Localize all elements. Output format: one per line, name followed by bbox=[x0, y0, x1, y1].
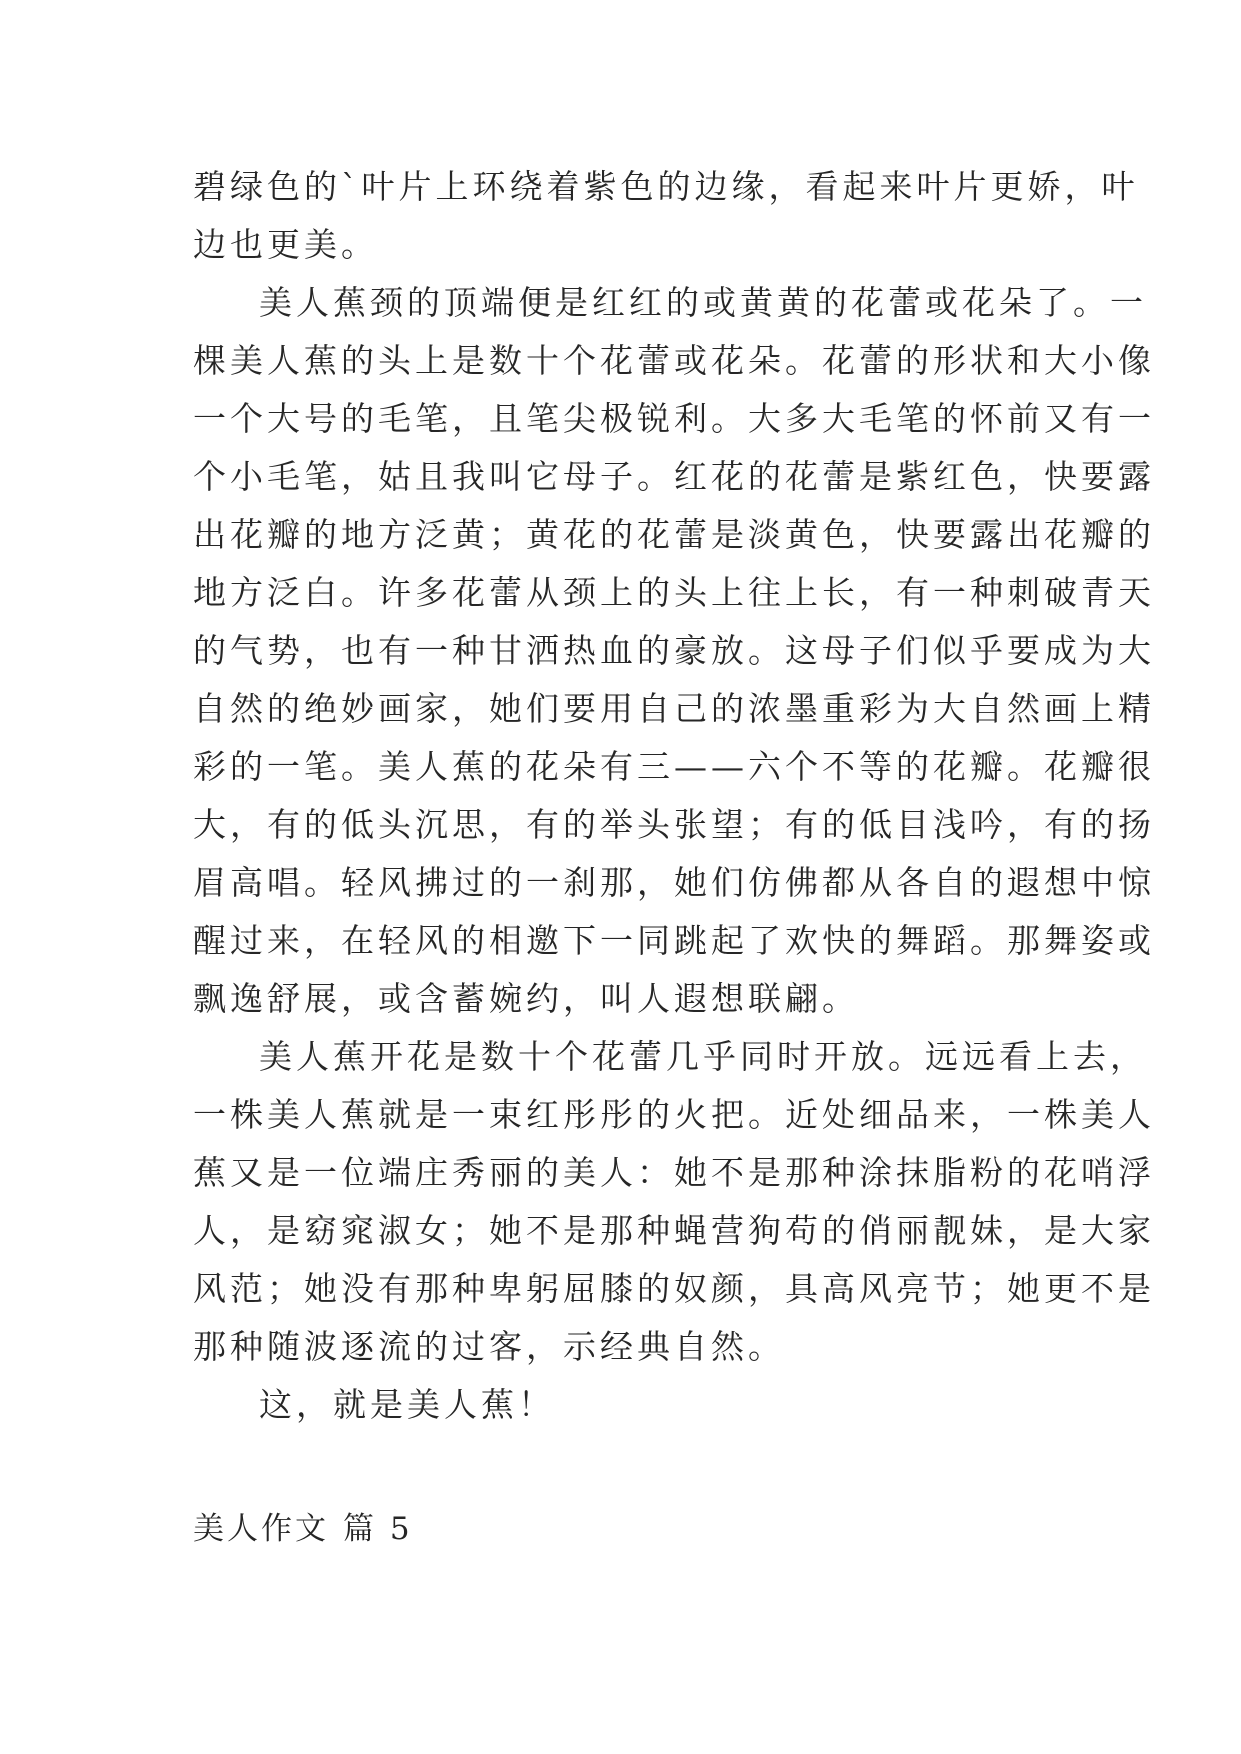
text-line: 飘逸舒展，或含蓄婉约，叫人遐想联翩。 bbox=[193, 979, 859, 1018]
paragraph-start-line: 美人蕉颈的顶端便是红红的或黄黄的花蕾或花朵了。一 bbox=[259, 283, 1147, 322]
text-line: 个小毛笔，姑且我叫它母子。红花的花蕾是紫红色，快要露 bbox=[193, 457, 1155, 496]
text-line: 人，是窈窕淑女；她不是那种蝇营狗苟的俏丽靓妹，是大家 bbox=[193, 1211, 1155, 1250]
text-line: 醒过来，在轻风的相邀下一同跳起了欢快的舞蹈。那舞姿或 bbox=[193, 921, 1155, 960]
section-heading bbox=[193, 1509, 413, 1549]
text-line: 自然的绝妙画家，她们要用自己的浓墨重彩为大自然画上精 bbox=[193, 689, 1155, 728]
text-line: 风范；她没有那种卑躬屈膝的奴颜，具高风亮节；她更不是 bbox=[193, 1269, 1155, 1308]
text-line: 地方泛白。许多花蕾从颈上的头上往上长，有一种刺破青天 bbox=[193, 573, 1155, 612]
text-line: 那种随波逐流的过客，示经典自然。 bbox=[193, 1327, 785, 1366]
text-line: 大，有的低头沉思，有的举头张望；有的低目浅吟，有的扬 bbox=[193, 805, 1155, 844]
text-line: 边也更美。 bbox=[193, 225, 378, 264]
section-title: 美人作文 bbox=[193, 1511, 329, 1547]
text-line: 出花瓣的地方泛黄；黄花的花蕾是淡黄色，快要露出花瓣的 bbox=[193, 515, 1155, 554]
text-line: 彩的一笔。美人蕉的花朵有三——六个不等的花瓣。花瓣很 bbox=[193, 747, 1155, 786]
essay-body bbox=[193, 158, 1155, 1434]
section-number: 篇 5 bbox=[343, 1511, 413, 1547]
text-line: 碧绿色的`叶片上环绕着紫色的边缘，看起来叶片更娇，叶 bbox=[193, 167, 1139, 206]
text-line: 眉高唱。轻风拂过的一刹那，她们仿佛都从各自的遐想中惊 bbox=[193, 863, 1155, 902]
text-line: 一个大号的毛笔，且笔尖极锐利。大多大毛笔的怀前又有一 bbox=[193, 399, 1155, 438]
text-line: 棵美人蕉的头上是数十个花蕾或花朵。花蕾的形状和大小像 bbox=[193, 341, 1155, 380]
text-line: 蕉又是一位端庄秀丽的美人：她不是那种涂抹脂粉的花哨浮 bbox=[193, 1153, 1155, 1192]
paragraph-start-line: 美人蕉开花是数十个花蕾几乎同时开放。远远看上去， bbox=[259, 1037, 1147, 1076]
text-line: 的气势，也有一种甘洒热血的豪放。这母子们似乎要成为大 bbox=[193, 631, 1155, 670]
text-line: 一株美人蕉就是一束红彤彤的火把。近处细品来，一株美人 bbox=[193, 1095, 1155, 1134]
paragraph-start-line: 这，就是美人蕉！ bbox=[259, 1385, 555, 1424]
